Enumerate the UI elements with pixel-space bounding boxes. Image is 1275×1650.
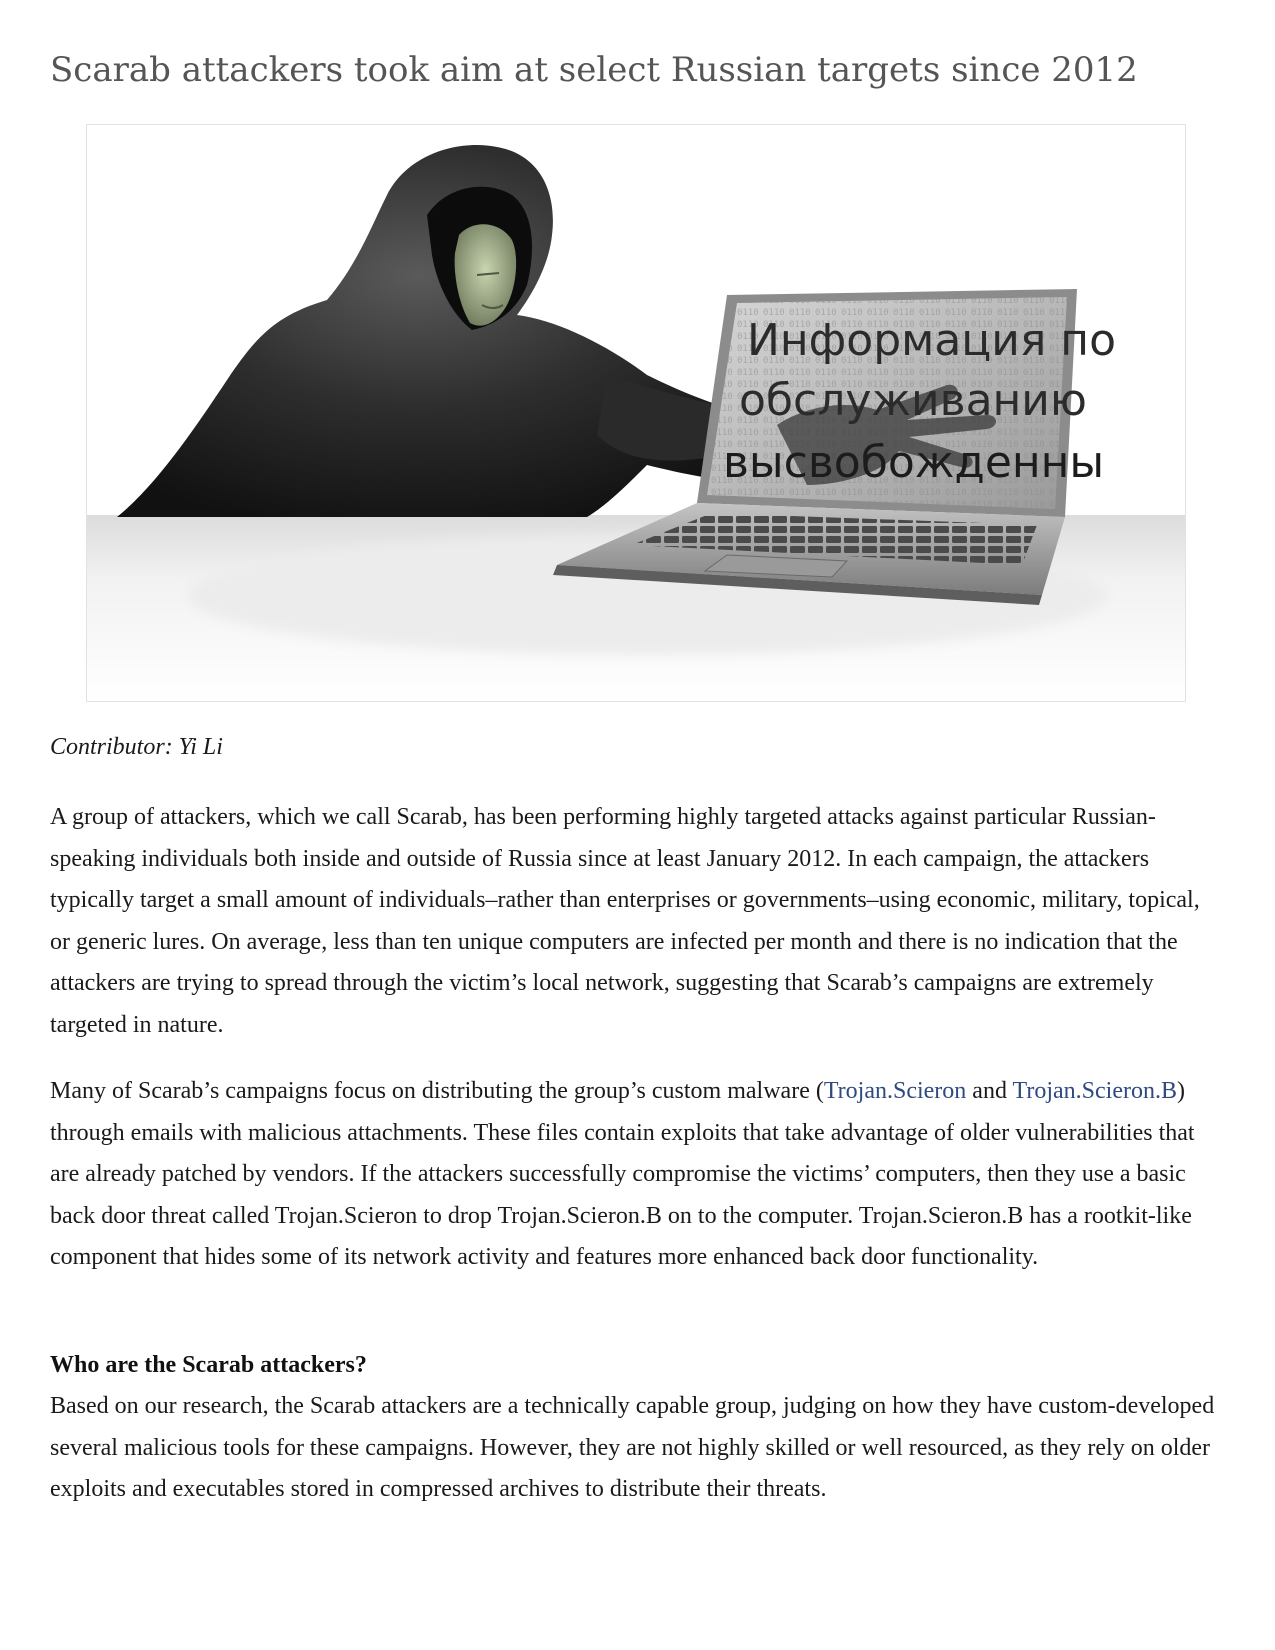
section-heading: Who are the Scarab attackers? — [50, 1352, 367, 1378]
screen-line-1: Информация по — [747, 315, 1116, 366]
paragraph-malware-text-3: ) through emails with malicious attachments. These files contain exploits that take advantage of older vulnerabilities that are already patched by vendors. If the attackers successfully compromise the victims’ computers, then they use a basic back door threat called Trojan.Scieron to drop Trojan.Scieron.B on to the computer. Trojan.Scieron.B has a rootkit-like component that hides some of its network activity and features more enhanced back door functionality. — [50, 1078, 1195, 1270]
paragraph-malware-text-2: and — [966, 1078, 1013, 1104]
paragraph-intro: A group of attackers, which we call Scarab, has been performing highly targeted attacks against particular Russian-speaking individuals both inside and outside of Russia since at least January 2012. In each campaign, the attackers typically target a small amount of individuals–rather than enterprises or governments–using economic, military, topical, or generic lures. On average, less than ten unique computers are infected per month and there is no indication that the attackers are trying to spread through the victim’s local network, suggesting that Scarab’s campaigns are extremely targeted in nature. — [50, 804, 1200, 1038]
article-title: Scarab attackers took aim at select Russian targets since 2012 — [50, 50, 1138, 90]
paragraph-malware-text-1: Many of Scarab’s campaigns focus on distributing the group’s custom malware ( — [50, 1078, 824, 1104]
paragraph-malware — [50, 1071, 1225, 1279]
trojan-scieron-link[interactable]: Trojan.Scieron — [823, 1078, 967, 1104]
hero-image — [86, 124, 1186, 702]
contributor-byline: Contributor: Yi Li — [50, 734, 223, 760]
screen-line-3: высвобожденны — [723, 437, 1105, 488]
screen-line-2: обслуживанию — [739, 375, 1087, 426]
hero-illustration — [87, 125, 1185, 701]
trojan-scieron-b-link[interactable]: Trojan.Scieron.B — [1012, 1078, 1177, 1104]
paragraph-attackers: Based on our research, the Scarab attackers are a technically capable group, judging on how they have custom-developed several malicious tools for these campaigns. However, they are not highly skilled or well resourced, as they rely on older exploits and executables stored in compressed archives to distribute their threats. — [50, 1393, 1215, 1502]
